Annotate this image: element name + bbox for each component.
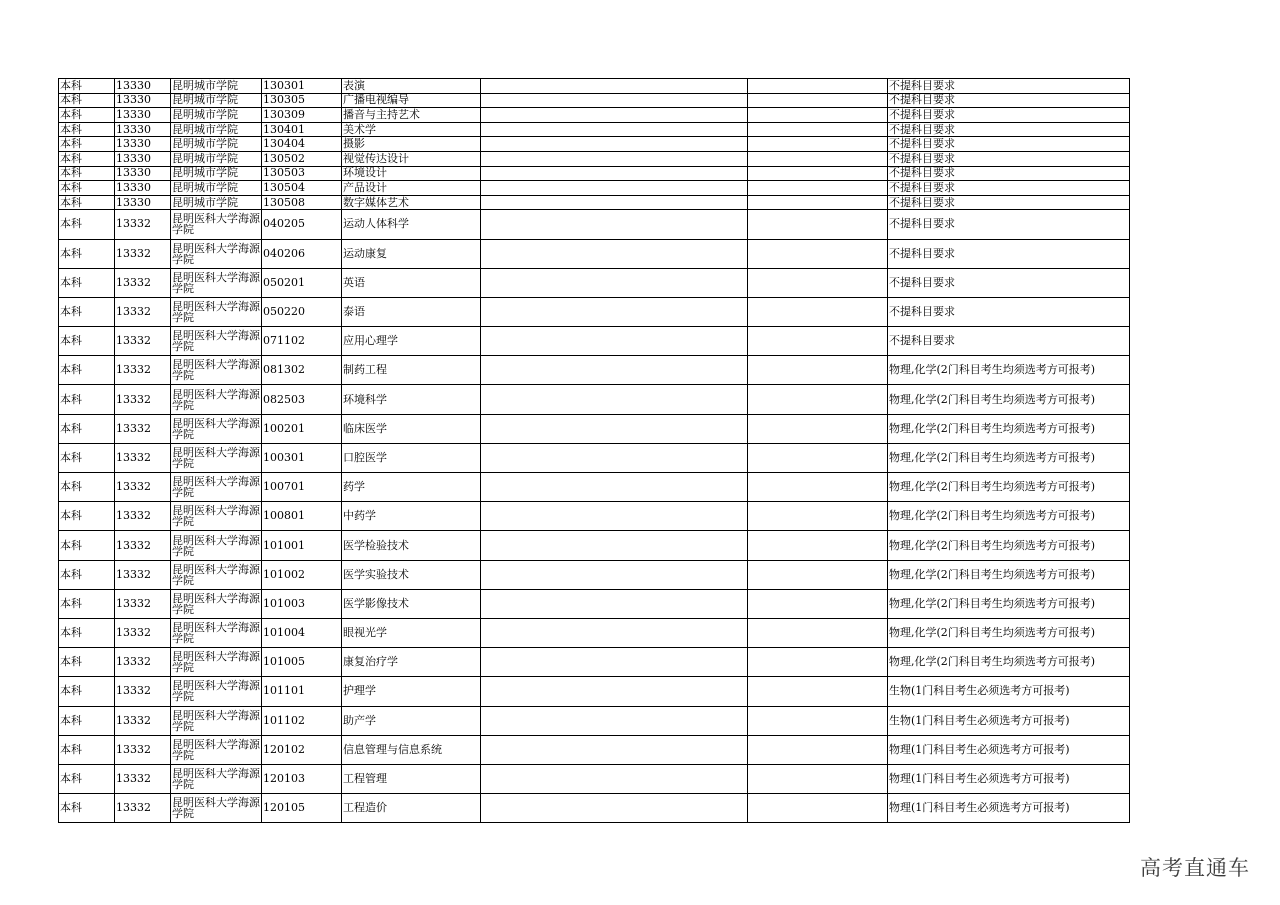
cell-subject-requirement: 不提科目要求 — [888, 195, 1130, 210]
cell-empty — [748, 93, 888, 108]
cell-empty — [748, 794, 888, 823]
cell-school-code: 13332 — [115, 764, 171, 793]
cell-level: 本科 — [59, 473, 115, 502]
cell-empty — [481, 794, 748, 823]
cell-subject-requirement: 物理,化学(2门科目考生均须选考方可报考) — [888, 414, 1130, 443]
cell-major-code: 101004 — [262, 618, 342, 647]
cell-major-code: 130309 — [262, 108, 342, 123]
table-row — [59, 79, 1130, 94]
cell-major-code: 130301 — [262, 79, 342, 94]
cell-school-code: 13332 — [115, 677, 171, 706]
table-row — [59, 677, 1130, 706]
cell-empty — [481, 181, 748, 196]
cell-level: 本科 — [59, 108, 115, 123]
cell-empty — [481, 764, 748, 793]
cell-empty — [481, 648, 748, 677]
cell-major-name: 口腔医学 — [342, 443, 481, 472]
cell-level: 本科 — [59, 239, 115, 268]
cell-school-name: 昆明城市学院 — [171, 181, 262, 196]
cell-major-name: 信息管理与信息系统 — [342, 735, 481, 764]
cell-level: 本科 — [59, 560, 115, 589]
cell-school-code: 13330 — [115, 151, 171, 166]
cell-empty — [481, 618, 748, 647]
cell-school-code: 13332 — [115, 443, 171, 472]
cell-major-name: 摄影 — [342, 137, 481, 152]
cell-empty — [481, 210, 748, 239]
cell-empty — [748, 210, 888, 239]
cell-level: 本科 — [59, 443, 115, 472]
cell-school-name: 昆明医科大学海源学院 — [171, 794, 262, 823]
cell-empty — [748, 137, 888, 152]
cell-empty — [748, 414, 888, 443]
cell-subject-requirement: 不提科目要求 — [888, 327, 1130, 356]
watermark-text: 高考直通车 — [1140, 856, 1250, 880]
cell-subject-requirement: 物理,化学(2门科目考生均须选考方可报考) — [888, 356, 1130, 385]
cell-empty — [481, 137, 748, 152]
cell-subject-requirement: 不提科目要求 — [888, 210, 1130, 239]
cell-empty — [748, 151, 888, 166]
cell-level: 本科 — [59, 531, 115, 560]
table-row — [59, 93, 1130, 108]
cell-major-code: 130401 — [262, 122, 342, 137]
cell-major-name: 临床医学 — [342, 414, 481, 443]
cell-subject-requirement: 物理,化学(2门科目考生均须选考方可报考) — [888, 502, 1130, 531]
cell-major-code: 040206 — [262, 239, 342, 268]
cell-school-name: 昆明医科大学海源学院 — [171, 648, 262, 677]
cell-school-code: 13332 — [115, 473, 171, 502]
table-row — [59, 108, 1130, 123]
cell-subject-requirement: 物理,化学(2门科目考生均须选考方可报考) — [888, 648, 1130, 677]
cell-level: 本科 — [59, 356, 115, 385]
cell-major-code: 101005 — [262, 648, 342, 677]
cell-level: 本科 — [59, 764, 115, 793]
cell-subject-requirement: 物理,化学(2门科目考生均须选考方可报考) — [888, 473, 1130, 502]
cell-major-name: 工程造价 — [342, 794, 481, 823]
cell-level: 本科 — [59, 137, 115, 152]
table-row — [59, 502, 1130, 531]
cell-school-name: 昆明医科大学海源学院 — [171, 531, 262, 560]
cell-subject-requirement: 物理,化学(2门科目考生均须选考方可报考) — [888, 618, 1130, 647]
cell-school-code: 13332 — [115, 385, 171, 414]
cell-level: 本科 — [59, 210, 115, 239]
cell-major-code: 100301 — [262, 443, 342, 472]
cell-level: 本科 — [59, 677, 115, 706]
cell-subject-requirement: 不提科目要求 — [888, 268, 1130, 297]
cell-school-name: 昆明医科大学海源学院 — [171, 589, 262, 618]
cell-level: 本科 — [59, 195, 115, 210]
cell-major-code: 130508 — [262, 195, 342, 210]
cell-school-name: 昆明城市学院 — [171, 166, 262, 181]
cell-major-name: 英语 — [342, 268, 481, 297]
cell-major-name: 视觉传达设计 — [342, 151, 481, 166]
cell-major-name: 数字媒体艺术 — [342, 195, 481, 210]
table-row — [59, 239, 1130, 268]
cell-major-name: 制药工程 — [342, 356, 481, 385]
cell-empty — [481, 677, 748, 706]
table-row — [59, 356, 1130, 385]
cell-school-code: 13332 — [115, 297, 171, 326]
table-row — [59, 443, 1130, 472]
cell-empty — [748, 356, 888, 385]
cell-school-code: 13330 — [115, 195, 171, 210]
cell-major-name: 医学实验技术 — [342, 560, 481, 589]
table-row — [59, 210, 1130, 239]
cell-school-code: 13332 — [115, 794, 171, 823]
cell-level: 本科 — [59, 385, 115, 414]
cell-major-name: 环境设计 — [342, 166, 481, 181]
table-row — [59, 794, 1130, 823]
cell-school-name: 昆明医科大学海源学院 — [171, 618, 262, 647]
cell-major-code: 130502 — [262, 151, 342, 166]
cell-subject-requirement: 不提科目要求 — [888, 181, 1130, 196]
cell-empty — [481, 166, 748, 181]
cell-major-name: 播音与主持艺术 — [342, 108, 481, 123]
cell-major-code: 101001 — [262, 531, 342, 560]
cell-empty — [481, 268, 748, 297]
cell-empty — [748, 122, 888, 137]
table-row — [59, 122, 1130, 137]
cell-school-code: 13332 — [115, 239, 171, 268]
cell-empty — [748, 385, 888, 414]
table-body — [59, 79, 1130, 823]
cell-subject-requirement: 不提科目要求 — [888, 79, 1130, 94]
cell-empty — [481, 385, 748, 414]
cell-level: 本科 — [59, 589, 115, 618]
cell-level: 本科 — [59, 166, 115, 181]
cell-major-name: 产品设计 — [342, 181, 481, 196]
cell-empty — [481, 297, 748, 326]
cell-subject-requirement: 不提科目要求 — [888, 166, 1130, 181]
cell-empty — [481, 589, 748, 618]
cell-school-code: 13332 — [115, 414, 171, 443]
cell-subject-requirement: 物理,化学(2门科目考生均须选考方可报考) — [888, 531, 1130, 560]
cell-school-name: 昆明医科大学海源学院 — [171, 297, 262, 326]
cell-empty — [748, 443, 888, 472]
cell-major-name: 美术学 — [342, 122, 481, 137]
cell-major-code: 081302 — [262, 356, 342, 385]
cell-empty — [481, 443, 748, 472]
cell-empty — [748, 181, 888, 196]
cell-empty — [748, 268, 888, 297]
table-row — [59, 414, 1130, 443]
cell-major-code: 100701 — [262, 473, 342, 502]
cell-empty — [481, 108, 748, 123]
cell-empty — [748, 239, 888, 268]
cell-school-code: 13330 — [115, 122, 171, 137]
cell-subject-requirement: 生物(1门科目考生必须选考方可报考) — [888, 706, 1130, 735]
table-row — [59, 268, 1130, 297]
cell-major-code: 101002 — [262, 560, 342, 589]
cell-school-name: 昆明医科大学海源学院 — [171, 677, 262, 706]
cell-school-code: 13330 — [115, 93, 171, 108]
cell-subject-requirement: 不提科目要求 — [888, 122, 1130, 137]
cell-school-name: 昆明医科大学海源学院 — [171, 560, 262, 589]
cell-empty — [748, 618, 888, 647]
cell-subject-requirement: 不提科目要求 — [888, 239, 1130, 268]
cell-major-code: 130504 — [262, 181, 342, 196]
table-row — [59, 297, 1130, 326]
cell-school-code: 13332 — [115, 327, 171, 356]
cell-school-name: 昆明医科大学海源学院 — [171, 443, 262, 472]
cell-level: 本科 — [59, 794, 115, 823]
cell-level: 本科 — [59, 93, 115, 108]
cell-major-name: 表演 — [342, 79, 481, 94]
subject-requirements-table — [58, 78, 1130, 823]
cell-school-name: 昆明医科大学海源学院 — [171, 414, 262, 443]
cell-school-name: 昆明医科大学海源学院 — [171, 239, 262, 268]
cell-school-code: 13332 — [115, 589, 171, 618]
cell-empty — [748, 502, 888, 531]
cell-empty — [481, 356, 748, 385]
cell-level: 本科 — [59, 706, 115, 735]
cell-major-name: 康复治疗学 — [342, 648, 481, 677]
cell-school-code: 13330 — [115, 166, 171, 181]
cell-empty — [748, 589, 888, 618]
cell-level: 本科 — [59, 618, 115, 647]
cell-major-name: 中药学 — [342, 502, 481, 531]
cell-major-code: 101003 — [262, 589, 342, 618]
cell-subject-requirement: 不提科目要求 — [888, 297, 1130, 326]
cell-subject-requirement: 物理,化学(2门科目考生均须选考方可报考) — [888, 443, 1130, 472]
cell-school-code: 13330 — [115, 79, 171, 94]
cell-major-name: 助产学 — [342, 706, 481, 735]
cell-level: 本科 — [59, 502, 115, 531]
cell-empty — [481, 706, 748, 735]
cell-major-name: 运动人体科学 — [342, 210, 481, 239]
cell-empty — [481, 151, 748, 166]
cell-empty — [481, 735, 748, 764]
cell-empty — [748, 195, 888, 210]
cell-empty — [481, 93, 748, 108]
cell-empty — [748, 473, 888, 502]
cell-major-code: 040205 — [262, 210, 342, 239]
cell-school-code: 13332 — [115, 618, 171, 647]
cell-major-name: 护理学 — [342, 677, 481, 706]
cell-school-code: 13330 — [115, 108, 171, 123]
cell-school-name: 昆明医科大学海源学院 — [171, 268, 262, 297]
cell-empty — [748, 706, 888, 735]
cell-school-code: 13332 — [115, 210, 171, 239]
cell-school-name: 昆明城市学院 — [171, 79, 262, 94]
cell-subject-requirement: 物理,化学(2门科目考生均须选考方可报考) — [888, 385, 1130, 414]
cell-level: 本科 — [59, 414, 115, 443]
cell-school-name: 昆明医科大学海源学院 — [171, 735, 262, 764]
cell-subject-requirement: 不提科目要求 — [888, 93, 1130, 108]
cell-school-code: 13332 — [115, 502, 171, 531]
cell-empty — [748, 531, 888, 560]
cell-level: 本科 — [59, 181, 115, 196]
cell-empty — [481, 122, 748, 137]
cell-level: 本科 — [59, 79, 115, 94]
cell-level: 本科 — [59, 648, 115, 677]
cell-major-code: 050220 — [262, 297, 342, 326]
cell-empty — [481, 195, 748, 210]
cell-school-code: 13332 — [115, 356, 171, 385]
cell-subject-requirement: 物理(1门科目考生必须选考方可报考) — [888, 794, 1130, 823]
cell-major-code: 120103 — [262, 764, 342, 793]
cell-empty — [481, 531, 748, 560]
cell-empty — [481, 327, 748, 356]
table-row — [59, 327, 1130, 356]
cell-school-name: 昆明医科大学海源学院 — [171, 502, 262, 531]
cell-school-code: 13332 — [115, 531, 171, 560]
cell-subject-requirement: 物理(1门科目考生必须选考方可报考) — [888, 764, 1130, 793]
cell-school-name: 昆明城市学院 — [171, 137, 262, 152]
cell-major-name: 医学影像技术 — [342, 589, 481, 618]
cell-empty — [481, 560, 748, 589]
table-row — [59, 560, 1130, 589]
cell-school-name: 昆明医科大学海源学院 — [171, 327, 262, 356]
cell-school-name: 昆明城市学院 — [171, 93, 262, 108]
cell-empty — [481, 79, 748, 94]
cell-empty — [748, 108, 888, 123]
cell-empty — [748, 560, 888, 589]
cell-subject-requirement: 生物(1门科目考生必须选考方可报考) — [888, 677, 1130, 706]
cell-major-name: 应用心理学 — [342, 327, 481, 356]
table-row — [59, 618, 1130, 647]
table-row — [59, 137, 1130, 152]
cell-empty — [748, 648, 888, 677]
cell-level: 本科 — [59, 327, 115, 356]
cell-empty — [481, 473, 748, 502]
cell-school-code: 13332 — [115, 735, 171, 764]
cell-major-code: 130305 — [262, 93, 342, 108]
cell-school-code: 13330 — [115, 137, 171, 152]
cell-empty — [748, 735, 888, 764]
cell-major-code: 100201 — [262, 414, 342, 443]
cell-level: 本科 — [59, 297, 115, 326]
cell-major-name: 工程管理 — [342, 764, 481, 793]
table-row — [59, 385, 1130, 414]
cell-empty — [748, 327, 888, 356]
cell-empty — [748, 677, 888, 706]
table-row — [59, 181, 1130, 196]
cell-subject-requirement: 物理,化学(2门科目考生均须选考方可报考) — [888, 560, 1130, 589]
table-row — [59, 195, 1130, 210]
table-row — [59, 648, 1130, 677]
cell-school-code: 13332 — [115, 706, 171, 735]
table-row — [59, 531, 1130, 560]
cell-school-name: 昆明医科大学海源学院 — [171, 210, 262, 239]
cell-school-code: 13332 — [115, 268, 171, 297]
table-row — [59, 735, 1130, 764]
cell-major-code: 082503 — [262, 385, 342, 414]
cell-school-name: 昆明城市学院 — [171, 108, 262, 123]
cell-school-name: 昆明城市学院 — [171, 195, 262, 210]
table-row — [59, 706, 1130, 735]
cell-school-name: 昆明医科大学海源学院 — [171, 764, 262, 793]
cell-major-code: 120105 — [262, 794, 342, 823]
table-row — [59, 473, 1130, 502]
cell-major-name: 广播电视编导 — [342, 93, 481, 108]
cell-subject-requirement: 物理,化学(2门科目考生均须选考方可报考) — [888, 589, 1130, 618]
cell-school-name: 昆明医科大学海源学院 — [171, 706, 262, 735]
cell-school-name: 昆明医科大学海源学院 — [171, 473, 262, 502]
cell-empty — [481, 414, 748, 443]
cell-major-name: 药学 — [342, 473, 481, 502]
cell-level: 本科 — [59, 122, 115, 137]
cell-school-code: 13332 — [115, 648, 171, 677]
cell-school-code: 13332 — [115, 560, 171, 589]
table-row — [59, 589, 1130, 618]
cell-school-name: 昆明医科大学海源学院 — [171, 385, 262, 414]
cell-major-code: 071102 — [262, 327, 342, 356]
cell-school-name: 昆明城市学院 — [171, 151, 262, 166]
cell-major-name: 医学检验技术 — [342, 531, 481, 560]
cell-major-code: 100801 — [262, 502, 342, 531]
table-row — [59, 151, 1130, 166]
cell-empty — [748, 79, 888, 94]
cell-empty — [748, 297, 888, 326]
cell-major-name: 运动康复 — [342, 239, 481, 268]
cell-subject-requirement: 不提科目要求 — [888, 151, 1130, 166]
cell-empty — [748, 166, 888, 181]
cell-major-code: 050201 — [262, 268, 342, 297]
cell-school-name: 昆明城市学院 — [171, 122, 262, 137]
cell-major-name: 环境科学 — [342, 385, 481, 414]
cell-level: 本科 — [59, 735, 115, 764]
cell-empty — [481, 239, 748, 268]
cell-school-name: 昆明医科大学海源学院 — [171, 356, 262, 385]
cell-empty — [748, 764, 888, 793]
cell-subject-requirement: 物理(1门科目考生必须选考方可报考) — [888, 735, 1130, 764]
cell-major-code: 130404 — [262, 137, 342, 152]
cell-subject-requirement: 不提科目要求 — [888, 137, 1130, 152]
cell-level: 本科 — [59, 151, 115, 166]
cell-level: 本科 — [59, 268, 115, 297]
table-row — [59, 166, 1130, 181]
cell-school-code: 13330 — [115, 181, 171, 196]
cell-major-code: 130503 — [262, 166, 342, 181]
cell-major-name: 泰语 — [342, 297, 481, 326]
cell-major-code: 101101 — [262, 677, 342, 706]
table-row — [59, 764, 1130, 793]
cell-subject-requirement: 不提科目要求 — [888, 108, 1130, 123]
cell-major-code: 101102 — [262, 706, 342, 735]
cell-empty — [481, 502, 748, 531]
cell-major-code: 120102 — [262, 735, 342, 764]
cell-major-name: 眼视光学 — [342, 618, 481, 647]
